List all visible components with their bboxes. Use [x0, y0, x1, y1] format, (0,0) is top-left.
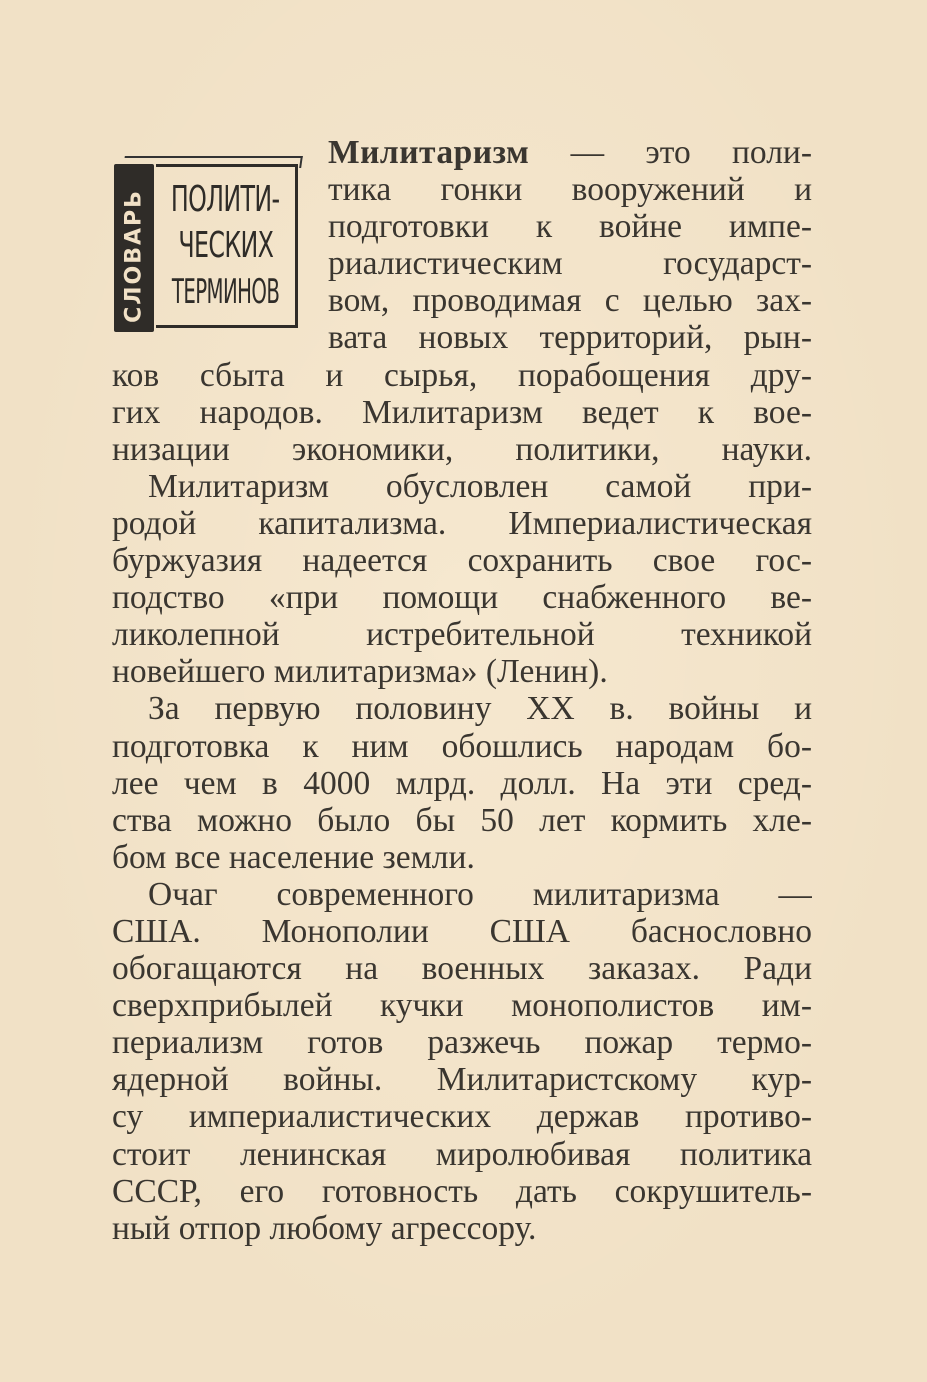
article-line: ликолепной истребительной техникой: [112, 616, 812, 654]
article-term: Милитаризм: [328, 134, 530, 171]
article-line: лее чем в 4000 млрд. долл. На эти сред-: [112, 764, 812, 802]
article-line: родой капитализма. Империалистическая: [112, 504, 812, 542]
article-line: вом, проводимая с целью зах-: [328, 282, 812, 320]
article-line: Милитаризм — это поли-: [328, 134, 812, 171]
article-line: бом все население земли.: [112, 838, 475, 876]
article-line: новейшего милитаризма» (Ленин).: [112, 653, 608, 691]
article-line: гих народов. Милитаризм ведет к вое-: [112, 393, 812, 431]
article-line: ядерной войны. Милитаристскому кур-: [112, 1061, 812, 1099]
article-line: Милитаризм обусловлен самой при-: [148, 467, 812, 505]
article-line: подство «при помощи снабженного ве-: [112, 579, 812, 617]
article-line: тика гонки вооружений и: [328, 171, 812, 209]
article-line: подготовки к войне импе-: [328, 208, 812, 246]
article-line: СССР, его готовность дать сокрушитель-: [112, 1172, 812, 1210]
article-line: периализм готов разжечь пожар термо-: [112, 1024, 812, 1062]
article-line: риалистическим государст-: [328, 245, 812, 283]
vignette-spine-text: СЛОВАРЬ: [121, 189, 147, 323]
article-line: США. Монополии США баснословно: [112, 912, 812, 950]
article-line: вата новых территорий, рын-: [328, 319, 812, 357]
vignette-cover-line: ТЕРМИНОВ: [171, 272, 280, 312]
vignette-cover-line: ЧЕСКИХ: [178, 225, 273, 266]
article-line: стоит ленинская миролюбивая политика: [112, 1135, 812, 1173]
article-line: сверхприбылей кучки монополистов им-: [112, 987, 812, 1025]
article-line: ков сбыта и сырья, порабощения дру-: [112, 356, 812, 394]
article-line: За первую половину XX в. войны и: [148, 690, 812, 728]
article-line: низации экономики, политики, науки.: [112, 430, 812, 468]
article-body: [112, 134, 812, 1247]
vignette-cover-line: ПОЛИТИ-: [171, 179, 280, 220]
article-line: обогащаются на военных заказах. Ради: [112, 950, 812, 988]
article-line: Очаг современного милитаризма —: [148, 875, 812, 913]
article-line: подготовка к ним обошлись народам бо-: [112, 727, 812, 765]
article-line: су империалистических держав противо-: [112, 1098, 812, 1136]
article-line: буржуазия надеется сохранить свое гос-: [112, 542, 812, 580]
article-line: ства можно было бы 50 лет кормить хле-: [112, 801, 812, 839]
article-line: ный отпор любому агрессору.: [112, 1209, 537, 1247]
